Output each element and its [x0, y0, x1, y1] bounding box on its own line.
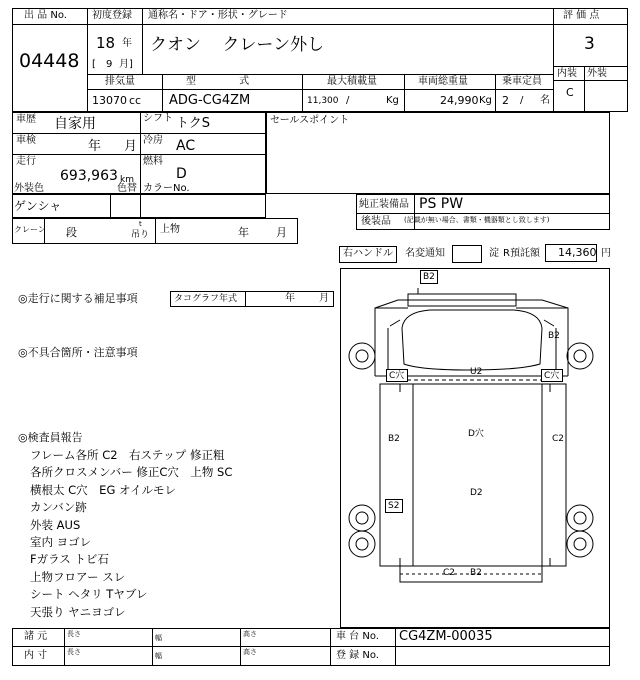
report-line: 室内 ヨゴレ: [30, 535, 92, 549]
divider: [302, 74, 303, 112]
max-load-separator: /: [346, 95, 350, 106]
exterior-label: 外装: [587, 68, 607, 79]
report-line: 上物フロアー スレ: [30, 569, 126, 584]
recycle-label: R預託額: [503, 248, 540, 259]
divider: [584, 66, 585, 112]
crane-stage: 段: [66, 226, 77, 239]
ac-label: 冷房: [143, 135, 163, 146]
tachograph-year-unit: 年: [285, 293, 295, 304]
registration-year: 18: [96, 34, 116, 52]
recycle-unit: 円: [601, 248, 611, 259]
tachograph-month-unit: 月: [319, 293, 329, 304]
upper-year-unit: 年: [238, 226, 249, 239]
aftermarket-label: 後装品: [361, 216, 391, 227]
damage-d2: D2: [470, 488, 483, 498]
damage-b2-right-front: B2: [548, 331, 560, 341]
divider: [356, 213, 610, 214]
gross-weight-unit: Kg: [479, 95, 492, 106]
drive-side: 右ハンドル: [343, 248, 393, 259]
divider: [395, 628, 396, 666]
mileage-unit: km: [120, 175, 134, 185]
inspection-label: 車検: [16, 135, 36, 146]
color-change-label: 色替: [117, 183, 137, 194]
capacity-unit: 名: [540, 95, 550, 106]
crane-label: クレーン: [14, 225, 46, 234]
damage-c2-bottom: C2: [443, 568, 456, 578]
crane-tonnage: t: [139, 220, 142, 228]
divider: [12, 24, 87, 25]
shift: トクS: [176, 116, 210, 131]
upper-month-unit: 月: [276, 226, 287, 239]
month-bracket-close: 月]: [119, 59, 133, 70]
inspector-report-label: ◎検査員報告: [18, 431, 83, 444]
registration-month: 9: [106, 59, 113, 70]
fuel-label: 燃料: [143, 156, 163, 167]
damage-c2-right: C2: [552, 434, 565, 444]
report-line: 天張り ヤニヨゴレ: [30, 604, 126, 619]
aftermarket-note: (記載が無い場合、書類・機器類とし致します): [404, 216, 550, 224]
name-change-box: [452, 245, 482, 263]
report-line: 各所クロスメンバー 修正C穴 上物 SC: [30, 465, 233, 480]
lot-number: 04448: [19, 50, 80, 72]
divider: [110, 194, 111, 218]
divider: [140, 194, 141, 218]
divider: [553, 80, 628, 81]
divider: [155, 218, 156, 244]
details-left: [12, 112, 266, 194]
divider: [87, 74, 553, 75]
divider: [87, 24, 628, 25]
divider: [140, 112, 141, 194]
displacement-unit: cc: [129, 94, 142, 107]
damage-u2: U2: [470, 367, 483, 377]
damage-b2-bottom: B2: [470, 568, 482, 578]
name-change-label: 名変通知: [405, 248, 445, 259]
damage-d-hole: D穴: [468, 429, 484, 439]
footer-frame: [12, 628, 610, 666]
divider: [162, 74, 163, 112]
interior-label: 内装: [557, 68, 577, 79]
sales-point-label: セールスポイント: [270, 115, 350, 126]
chassis-label: 車 台 No.: [336, 631, 379, 642]
interior-grade: C: [566, 86, 574, 99]
divider: [404, 74, 405, 112]
max-load: 11,300: [307, 96, 339, 106]
damage-b2-top: B2: [423, 272, 435, 282]
history-label: 車歴: [16, 114, 36, 125]
gross-weight-label: 車両総重量: [418, 76, 468, 87]
divider: [240, 628, 241, 666]
registration-number-label: 登 録 No.: [336, 650, 379, 661]
ac: AC: [176, 138, 196, 154]
divider: [152, 628, 153, 666]
genuine-equipment-label: 純正装備品: [359, 199, 409, 210]
length-label: 長さ: [67, 630, 81, 638]
damage-s2-left: S2: [388, 501, 400, 511]
capacity-separator: /: [520, 95, 524, 106]
report-line: シート ヘタリ Tヤブレ: [30, 587, 148, 602]
mileage-label: 走行: [16, 156, 36, 167]
displacement: 13070: [92, 94, 127, 107]
color-number-label: カラーNo.: [143, 183, 190, 194]
divider: [245, 291, 246, 307]
width-label: 幅: [155, 634, 162, 642]
divider: [12, 154, 266, 155]
dimensions-label: 諸 元: [24, 631, 48, 642]
exterior-color: ゲンシャ: [14, 199, 62, 213]
report-line: フレーム各所 C2 右ステップ 修正粗: [30, 448, 225, 462]
month-bracket-open: [: [92, 59, 96, 70]
first-registration-label: 初度登録: [92, 10, 132, 21]
report-line: 外装 AUS: [30, 517, 81, 532]
model-name-label: 通称名・ドア・形状・グレード: [148, 10, 288, 21]
inspection-month-unit: 月: [124, 139, 138, 154]
divider: [142, 8, 143, 74]
height-label: 高さ: [243, 630, 257, 638]
recycle-amount: 14,360: [558, 246, 597, 259]
year-unit: 年: [122, 38, 132, 49]
history: 自家用: [54, 116, 96, 132]
gross-weight: 24,990: [440, 94, 479, 107]
chassis-number: CG4ZM-00035: [399, 629, 493, 644]
report-line: Fガラス トビ石: [30, 552, 109, 567]
grade-label: 評 価 点: [563, 10, 600, 21]
lot-label: 出 品 No.: [24, 10, 67, 21]
exterior-color-label: 外装色: [14, 183, 44, 194]
report-line: 横根太 C穴 EG オイルモレ: [30, 482, 176, 497]
displacement-label: 排気量: [105, 76, 135, 87]
divider: [495, 74, 496, 112]
shift-label: シフト: [143, 113, 173, 124]
divider: [12, 646, 610, 647]
divider: [330, 628, 331, 666]
tachograph-label: タコグラフ年式: [174, 294, 238, 304]
report-line: カンバン跡: [30, 500, 87, 515]
inner-dimensions-label: 内 寸: [24, 650, 48, 661]
model-name: クオン クレーン外し: [150, 35, 325, 55]
mileage: 693,963: [60, 168, 118, 184]
divider: [553, 66, 628, 67]
height-label: 高さ: [243, 648, 257, 656]
length-label: 長さ: [67, 648, 81, 656]
model-code: ADG-CG4ZM: [169, 93, 251, 108]
capacity-label: 乗車定員: [502, 76, 542, 87]
recycle-mark: 淀: [489, 248, 499, 259]
divider: [12, 133, 266, 134]
driving-remarks-label: ◎走行に関する補足事項: [18, 292, 138, 305]
divider: [64, 628, 65, 666]
divider: [414, 194, 415, 230]
capacity: 2: [502, 94, 509, 107]
crane-hanging: 吊り: [131, 230, 150, 240]
inspection-year-unit: 年: [88, 139, 102, 154]
max-load-unit: Kg: [386, 95, 399, 106]
divider: [87, 89, 553, 90]
upper-label: 上物: [160, 224, 180, 235]
max-load-label: 最大積載量: [327, 76, 377, 87]
fuel: D: [176, 166, 187, 182]
model-code-label: 型 式: [186, 76, 250, 87]
damage-b2-left: B2: [388, 434, 400, 444]
score: 3: [584, 34, 595, 54]
damage-c-hole-left: C穴: [389, 371, 405, 381]
defects-label: ◎不具合箇所・注意事項: [18, 346, 138, 359]
width-label: 幅: [155, 652, 162, 660]
damage-c-hole-right: C穴: [544, 371, 560, 381]
genuine-equipment: PS PW: [419, 196, 464, 212]
